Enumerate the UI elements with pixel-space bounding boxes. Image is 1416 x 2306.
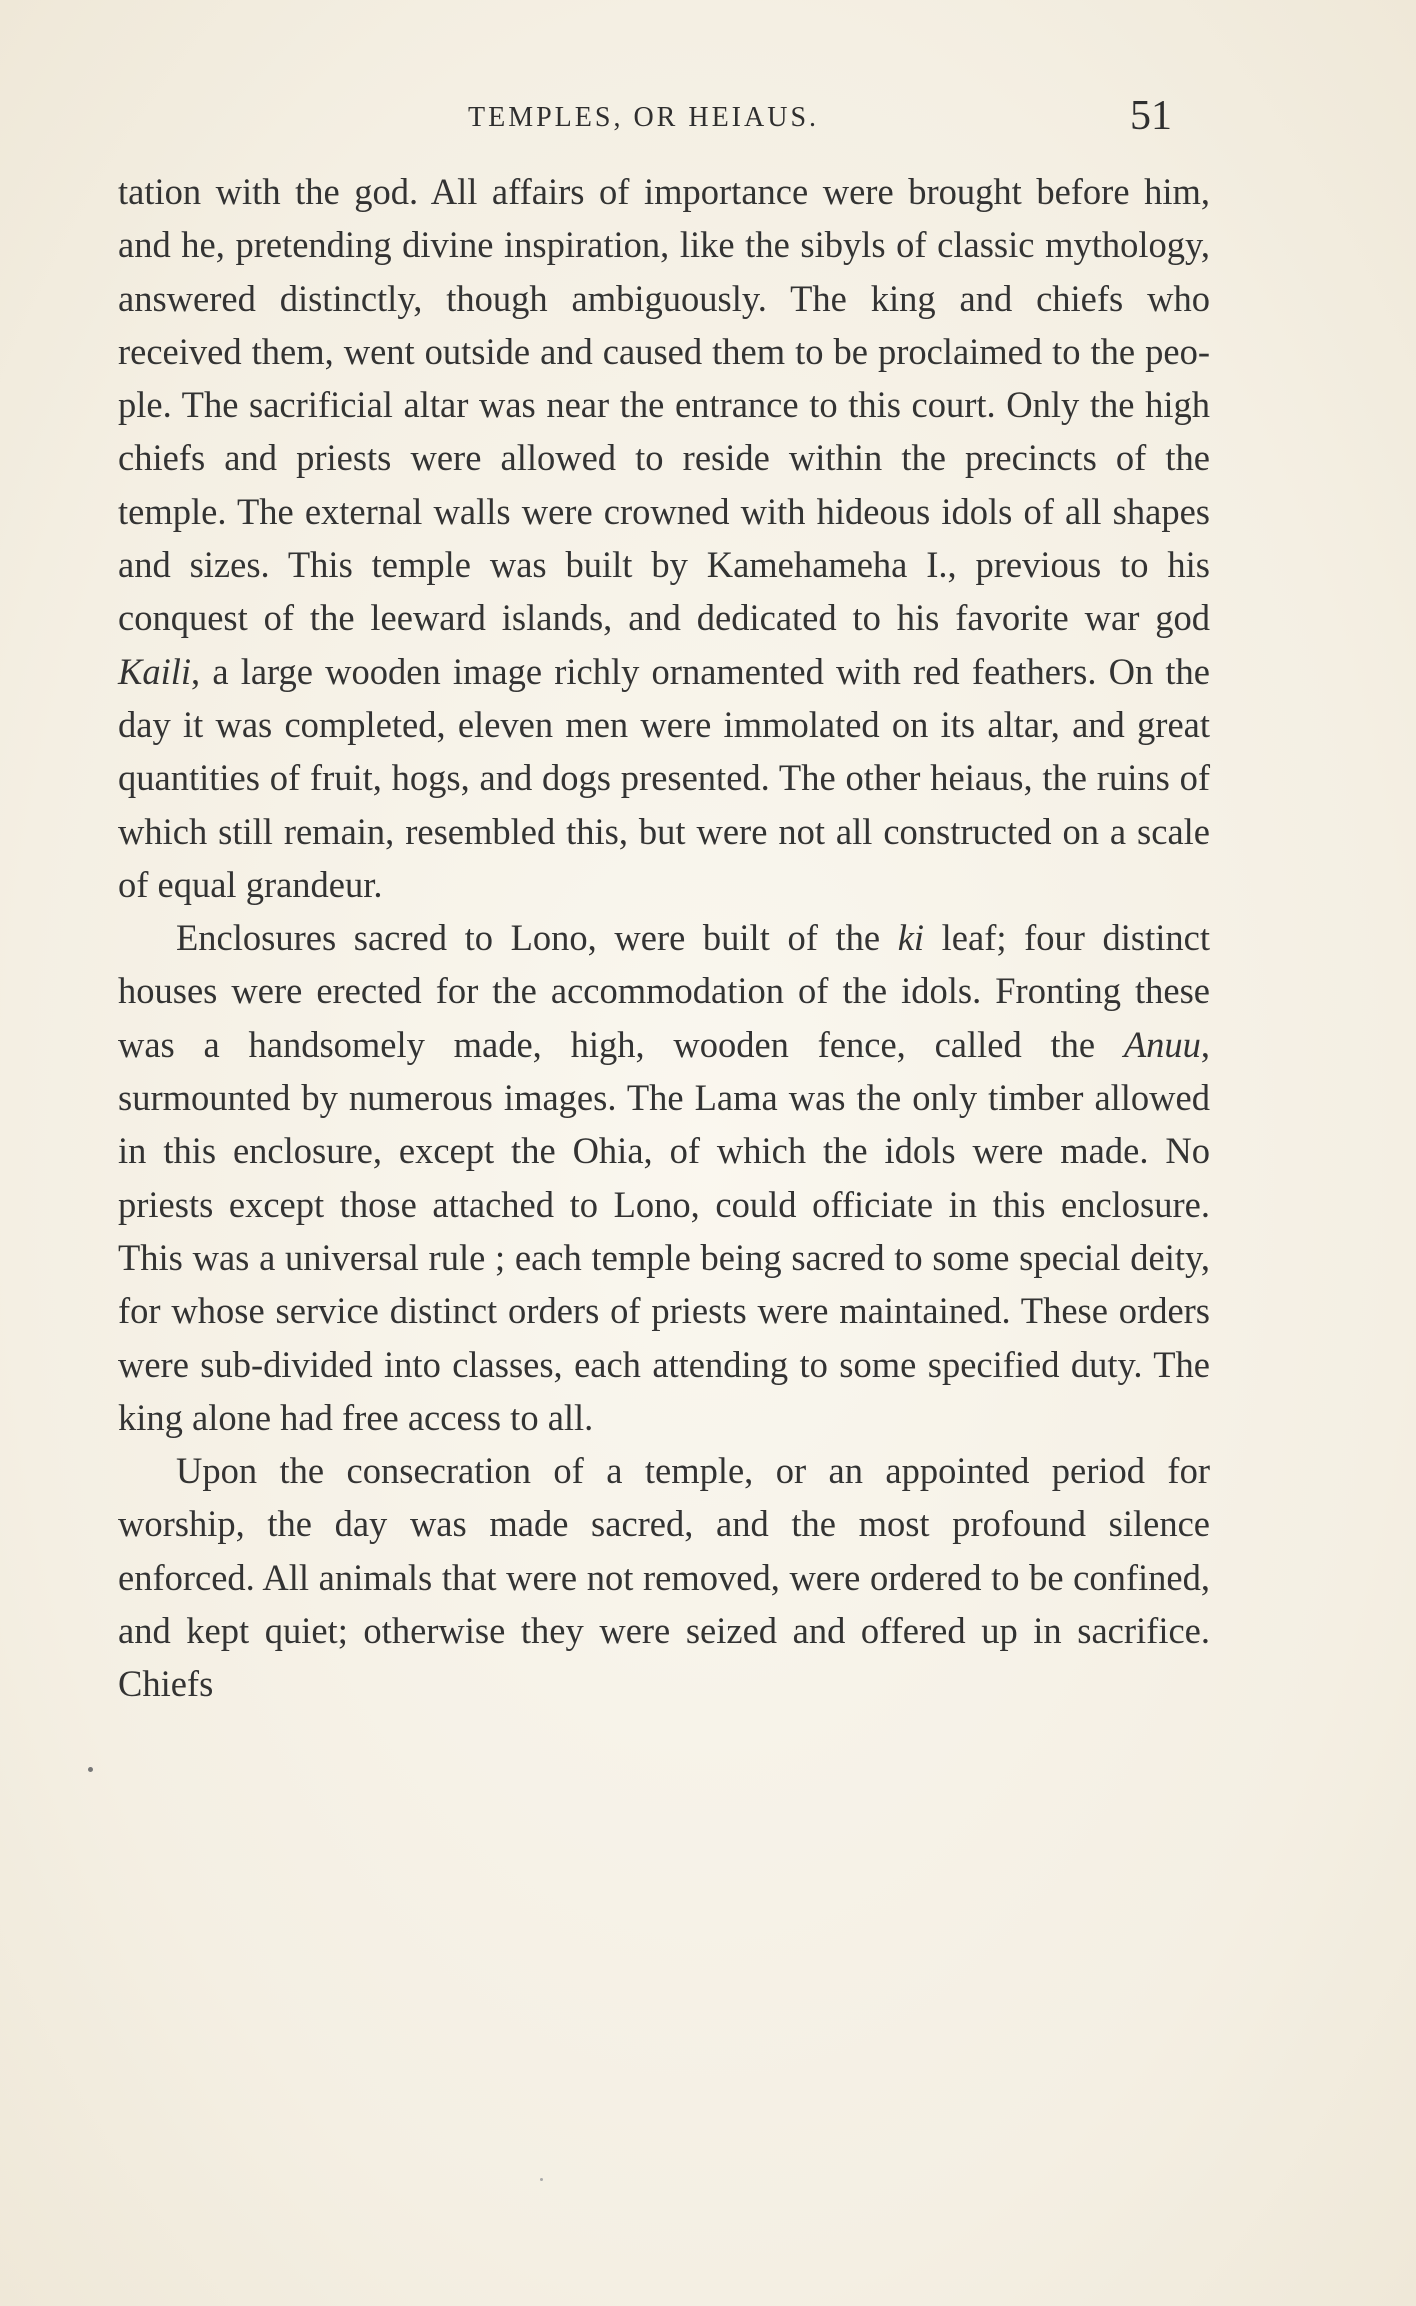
italic-kaili: Kaili [118, 650, 192, 692]
ink-speck [540, 2178, 543, 2181]
paragraph-2-text-b: leaf; four distinct houses were erected for the accommodation of the idols. Fronting these was a handsomely made, high, wooden fence, called the [118, 917, 1210, 1065]
italic-anuu: Anuu [1123, 1023, 1201, 1065]
page-header [0, 93, 1416, 146]
paragraph-2 [118, 911, 1210, 1444]
paragraph-2-text-c: , surmounted by numerous images. The Lama was the only timber allowed in this enclosure, except the Ohia, of which the idols were made. No priests except those attached to Lono, could officiate in this enclosure. This was a universal rule ; each temple being sacred to some special deity, for whose service distinct orders of priests were maintained. These orders were sub-divided into classes, each attending to some specified duty. The king alone had free access to all. [118, 1023, 1210, 1438]
ink-speck [88, 1767, 93, 1772]
paragraph-2-text-a: Enclosures sacred to Lono, were built of the [176, 917, 898, 959]
paragraph-3-text: Upon the consecration of a temple, or an appointed period for worship, the day was made sacred, and the most profound silence enforced. All animals that were not removed, were ordered to be confined, and kept quiet; otherwise they were seized and offered up in sacrifice. Chiefs [118, 1450, 1210, 1705]
body-text [118, 165, 1210, 1711]
paragraph-1 [118, 165, 1210, 911]
paragraph-1-text-end: , a large wooden image richly ornamented with red feathers. On the day it was completed, eleven men were immolated on its altar, and great quantities of fruit, hogs, and dogs presented. The other heiaus, the ruins of which still remain, resembled this, but were not all constructed on a scale of equal grandeur. [118, 650, 1210, 905]
italic-ki: ki [897, 917, 925, 959]
page-number: 51 [1130, 93, 1172, 139]
running-head: TEMPLES, OR HEIAUS. [468, 102, 820, 133]
paragraph-3 [118, 1444, 1210, 1710]
paragraph-1-text: tation with the god. All affairs of importance were brought before him, and he, pretending divine inspiration, like the sibyls of classic mythology, answered distinctly, though ambiguously. The king and chiefs who received them, went outside and caused them to be proclaimed to the people. The sacrificial altar was near the entrance to this court. Only the high chiefs and priests were allowed to reside within the precincts of the temple. The external walls were crowned with hideous idols of all shapes and sizes. This temple was built by Kamehameha I., previous to his conquest of the leeward islands, and dedicated to his favorite war god [118, 171, 1210, 639]
